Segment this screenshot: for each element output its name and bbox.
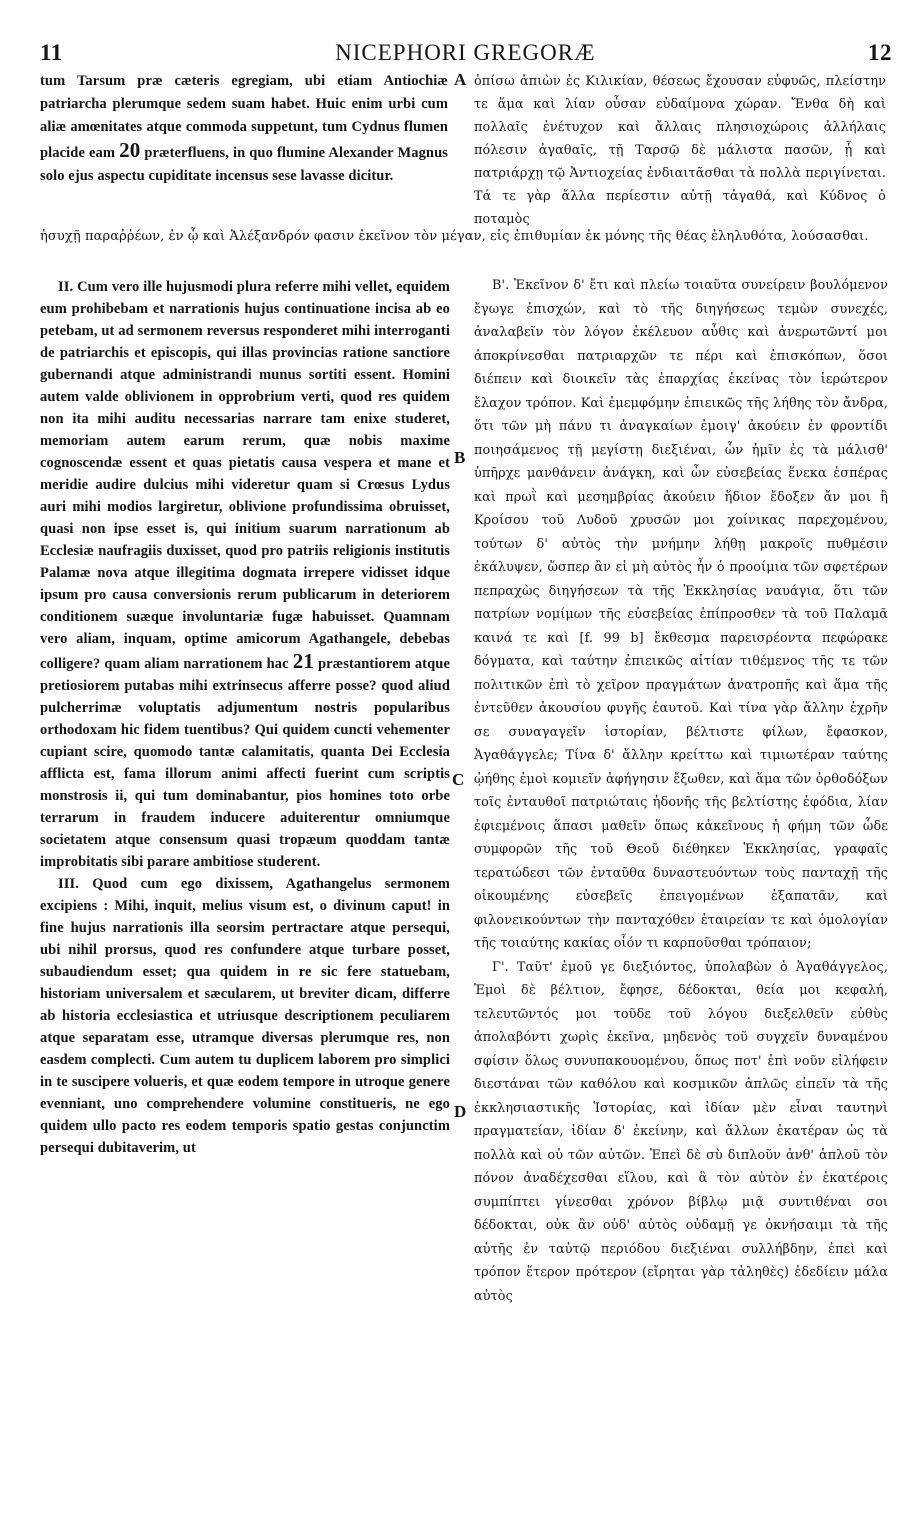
page-number-left: 11: [40, 40, 63, 65]
latin-column-top: [40, 70, 448, 188]
margin-letter-b: B: [454, 448, 466, 467]
greek-section-2: Β'. Ἐκεῖνον δ' ἔτι καὶ πλείω τοιαῦτα συνείρειν βουλόμενον ἔγωγε ἐπισχών, καὶ τὸ τῆς διηγήσεως τεμὼν συνεχές, ἀναλαβεῖν τὸν λόγον ἐκέλευον αὖθις καὶ ἀνερωτῶντί μοι ἀποκρίνεσθαι πατριαρχῶν τε πέρι καὶ ἐπισκόπων, ὅσοι διέπειν καὶ διοικεῖν τὰς ἐπαρχίας ἐκείνας τὸν ἱερώτερον ἔλαχον τρόπον. Καὶ ἐμεμφόμην ἐπιεικῶς τῆς λήθης τὸν ἄνδρα, ὅτι τῶν μὴ πάνυ τι ἀναγκαίων ἐμοιγ' ἀκούειν ἐν φροντίδι ποιησάμενος τῇ μεγίστῃ διεξιέναι, ὧν ἡμῖν ἐς τὰ μάλισθ' ὑπῆρχε μανθάνειν ἀνάγκη, καὶ ὧν εὐσεβείας ἕνεκα ἑσπέρας καὶ πρωῒ καὶ μεσημβρίας ἀκούειν ἥδιον ἔδοξεν ἄν μοι ἢ Κροίσου τοῦ Λυδοῦ χρυσῶν μοι χοίνικας παρεχομένου, τούτων δ' αὐτὸς τὴν μνήμην λήθῃ μακροῖς πυθμέσιν ἐκάλυψεν, ὥσπερ ἂν εἰ μὴ αὐτὸς ἦν ὁ προοίμια τῶν σφετέρων πεπραχὼς διηγήσεων τὰ τῆς Ἐκκλησίας ναυάγια, ὅτι τῶν πατρίων νομίμων τῆς εὐσεβείας ἐπίπροσθεν τὰ τοῦ Παλαμᾶ καινά τε καὶ [f. 99 b] ἔκθεσμα παρεισρέοντα πεφώρακε δόγματα, καὶ ταύτην ἐπιεικῶς αἰτίαν τιθέμενος τῆς τε τῶν πολιτικῶν ἐπὶ τὸ χεῖρον πραγμάτων ἀνατροπῆς καὶ ἅμα τῆς ἐντεῦθεν ἀκουσίου φυγῆς ἑαυτοῦ. Καὶ τίνα γὰρ ἄλλην ἐχρῆν σε συναγαγεῖν ἱστορίαν, βέλτιστε φίλων, ἔφασκον, Ἀγαθάγγελε; Τίνα δ' ἄλλην κρείττω καὶ τιμιωτέραν ταύτης ᾠήθης ἐμοὶ κομιεῖν ἀφήγησιν ἔξωθεν, καὶ ἅμα τῶν ὀρθοδόξων τοῖς ἐνταυθοῖ πατριώταις ἡδονῆς τῆς βελτίστης ἐφόδια, λίαν ἐφιεμένοις ἅπασι μαθεῖν ὅπως κἀκεῖνους ἡ φήμη τῶν ὧδε συμφορῶν τῆς τοῦ Θεοῦ διέθηκεν Ἐκκλησίας, γραφαῖς τερατώδεσι τῶν ἐνταῦθα δυναστευόντων τοὺς πανταχῇ τῆς οἰκουμένης εὐσεβεῖς ἐπειγομένων ἐξαπατᾶν, καὶ φιλονεικούντων τὴν πανταχόθεν ἑταιρείαν τε καὶ ὁμολογίαν τῆς τοιαύτης κακίας οἷόν τι καρποῦσθαι τρόπαιον;: [474, 278, 888, 951]
latin-column-main: [40, 276, 450, 1159]
greek-column-top: [474, 70, 886, 231]
running-title: NICEPHORI GREGORÆ: [335, 40, 596, 65]
greek-section-3: Γ'. Ταῦτ' ἐμοῦ γε διεξιόντος, ὑπολαβὼν ὁ Ἀγαθάγγελος, Ἐμοὶ δὲ βέλτιον, ἔφησε, δέδοκται, θεία μοι κεφαλή, τελευτῶντός μοι τοῦδε τοῦ λόγου διεξελθεῖν εὐθὺς ἀπολαβόντι χωρὶς ἐκεῖνα, μηδενὸς τοῦ συγχεῖν δυναμένου σφίσιν ὅλως συνυπακουομένου, ὅπως ποτ' ἐπὶ νοῦν εἰλήφειν διεστάναι τῶν καθόλου καὶ κοσμικῶν ἁπλῶς εἰπεῖν τὰ τῆς ἐκκλησιαστικῆς Ἱστορίας, καὶ ἰδίαν μὲν εἶναι ταυτηνὶ πραγματείαν, ἰδίαν δ' ἐκείνην, καὶ ἄλλων ἑκατέραν ὡς τὰ πολλὰ καὶ οὐ τῶν αὐτῶν. Ἐπεὶ δὲ σὺ διπλοῦν ἀνθ' ἁπλοῦ τὸν πόνον ἀναδέχεσθαι εἵλου, καὶ ἃ τὸν αὐτὸν ἐν ἑκατέροις συμπίπτει γίνεσθαι χρόνον βίβλῳ μιᾷ συντιθέναι σοι δέδοκται, οὐκ ἂν οὐδ' αὐτὸς οὐδαμῇ γε ὀκνήσαιμι τὰ τῆς αὐτῆς ἐν ταὐτῷ περιόδου διεξιέναι συλλήβδην, ἐπεὶ καὶ τρόπον ἕτερον πρότερον (εἴρηται γὰρ τἀληθὲς) ἐδεδίειν μάλα αὐτὸς: [474, 959, 888, 1304]
latin-text: præstantiorem atque pretiosiorem putabas mihi extrinsecus afferre posse? quod aliud pulcherrimæ voluptatis adjumentum nostris popularibus orthodoxam hic fidem tuentibus? Qui quidem cuncti vehementer cupiant scire, quomodo tantæ calamitatis, quanta Dei Ecclesia afflicta est, fama illorum animi affecti fuerint cum scriptis monstrosis ii, qui tum dominabantur, pios homines toto orbe terrarum in fraudem inducere aduiterentur omniumque societatem atque consensum quasi tropæum quoddam tantæ improbitatis sibi parare ambitiose studerent.: [40, 656, 450, 870]
margin-letter-c: C: [452, 770, 465, 789]
latin-section-2: [40, 276, 450, 873]
latin-text: tum Tarsum præ cæteris egregiam, ubi etiam Antiochiæ patriarcha plerumque sedem suam habet. Huic enim urbi cum aliæ amœnitates atque commoda suppetunt, tum Cydnus flumen placide eam: [40, 73, 448, 161]
greek-text: ὀπίσω ἀπιὼν ἐς Κιλικίαν, θέσεως ἔχουσαν εὐφυῶς, πλείστην τε ἅμα καὶ λίαν οὖσαν εὐδαίμονα χώραν. Ἔνθα δὴ καὶ πολλαῖς ἐνέτυχον καὶ ἄλλαις πλησιοχώροις ἀλλήλαις πόλεσιν ἀγαθαῖς, τῇ Ταρσῷ δὲ μάλιστα πασῶν, ᾗ καὶ πατριάρχῃ τῷ Ἀντιοχείας ἐνδιαιτᾶσθαι τὰ πολλὰ περιγίνεται. Τά τε γὰρ ἄλλα περίεστιν αὐτῇ τἀγαθά, καὶ Κύδνος ὁ ποταμὸς: [474, 74, 886, 227]
page-header: [40, 36, 892, 70]
greek-column-main: [474, 274, 888, 1308]
latin-section-3: III. Quod cum ego dixissem, Agathangelus sermonem excipiens : Mihi, inquit, melius visum est, o divinum caput! in fine hujus narrationis illa seorsim pertractare atque persequi, ubi nihil prorsus, quod res confundere atque turbare posset, subaudiendum esset; qua quidem in re sic fere statuebam, historiam universalem et sæcularem, ut breviter dicam, differre ab historia ecclesiastica et utriusque descriptionem peculiarem atque separatam esse, utramque diversas plerumque res, non easdem complecti. Cum autem tu duplicem laborem pro simplici in te suscipere volueris, et quæ eodem tempore in utroque genere evenniant, uno comprehendere volumine constitueris, ne ego quidem ullo pacto res eodem temporis spatio gestas conjunctim persequi dubitaverim, ut: [40, 876, 450, 1156]
margin-letter-a: A: [454, 70, 467, 89]
greek-spanning-lines: [40, 226, 890, 248]
margin-letter-d: D: [454, 1102, 467, 1121]
greek-text: ἡσυχῇ παραῤῥέων, ἐν ᾧ καὶ Ἀλέξανδρόν φασιν ἐκεῖνον τὸν μέγαν, εἰς ἐπιθυμίαν ἐκ μόνης τῆς θέας ἐληλυθότα, λούσασθαι.: [40, 229, 869, 244]
page-number-right: 12: [867, 40, 892, 65]
latin-text: II. Cum vero ille hujusmodi plura referre mihi vellet, equidem eum prohibebam et narrationis hujus continuatione incisa ab eo petebam, ut ad sermonem reversus responderet mihi interroganti de patriarchis et episcopis, qui illas provincias ratione sanctiore gubernandi atque administrandi munus sortiti essent. Homini autem valde oblivionem in opprobrium verti, quod res quidem non ita mihi auditu necessarias narrare tam enixe studeret, memoriam autem earum rerum, quæ nobis maxime cognoscendæ essent et quas pietatis causa vespera et mane et meridie audire dulcius mihi videretur quam si Crœsus Lydus auri mihi modios largiretur, oblivione profundissima obruisset, quasi non ipse esset is, qui initium suarum narrationum ab Ecclesiæ naufragiis duxisset, quod pro patriis religionis institutis Palamæ nova atque illegitima dogmata irrepere vidisset idque ipsum pro causa conversionis rerum publicarum in deteriorem conditionem suæque involuntariæ fugæ habuisset. Quamnam vero aliam, inquam, optime amicorum Agathangele, debebas colligere? quam aliam narrationem hac: [40, 279, 450, 672]
page-reference-number: 21: [292, 649, 314, 673]
latin-text: præterfluens, in quo flumine Alexander Magnus solo ejus aspectu cupiditate incensus sese lavasse dicitur.: [40, 145, 448, 184]
page-reference-number: 20: [119, 138, 141, 162]
